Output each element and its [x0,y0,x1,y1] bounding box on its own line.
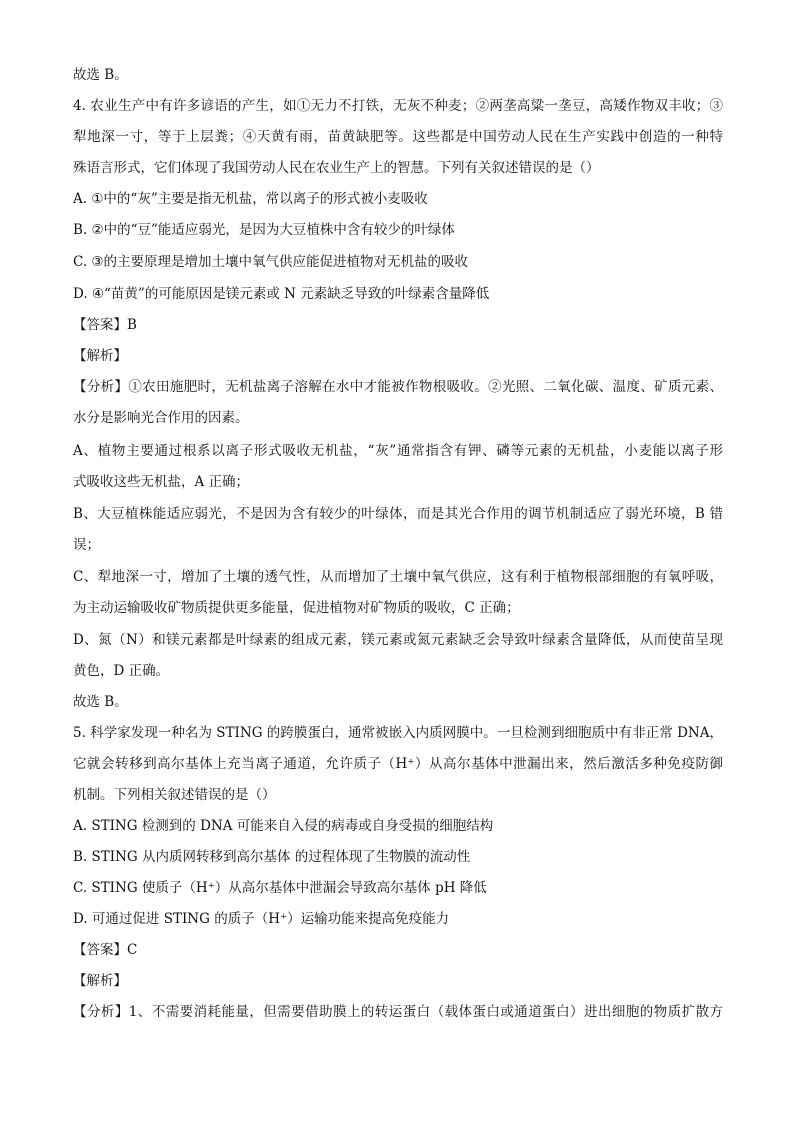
question-4-stem: 犁地深一寸，等于上层粪；④天黄有雨，苗黄缺肥等。这些都是中国劳动人民在生产实践中创造的一种特 [73,129,723,145]
analysis-text: 水分是影响光合作用的因素。 [73,410,249,426]
option-c: C. STING 使质子（H⁺）从高尔基体中泄漏会导致高尔基体 pH 降低 [73,880,487,896]
text-line: 故选 B。 [73,67,128,83]
option-d: D. 可通过促进 STING 的质子（H⁺）运输功能来提高免疫能力 [73,911,450,927]
analysis-text: 【分析】①农田施肥时，无机盐离子溶解在水中才能被作物根吸收。②光照、二氧化碳、温度、矿质元素、 [73,379,723,395]
analysis-text: C、犁地深一寸，增加了土壤的透气性，从而增加了土壤中氧气供应，这有利于植物根部细胞的有氧呼吸， [73,569,723,585]
option-b: B. ②中的“豆”能适应弱光，是因为大豆植株中含有较少的叶绿体 [73,222,455,238]
question-5-stem: 它就会转移到高尔基体上充当离子通道，允许质子（H⁺）从高尔基体中泄漏出来，然后激活多种免疫防御 [73,756,723,772]
analysis-text: A、植物主要通过根系以离子形式吸收无机盐，“灰”通常指含有钾、磷等元素的无机盐，小麦能以离子形 [73,443,723,459]
question-4-stem: 殊语言形式，它们体现了我国劳动人民在农业生产上的智慧。下列有关叙述错误的是（） [73,160,600,176]
analysis-text: B、大豆植株能适应弱光，不是因为含有较少的叶绿体，而是其光合作用的调节机制适应了弱光环境，B 错 [73,506,723,522]
text-line: 故选 B。 [73,694,128,710]
analysis-text: 【分析】1、不需要消耗能量，但需要借助膜上的转运蛋白（载体蛋白或通道蛋白）进出细胞的物质扩散方 [73,1004,723,1020]
answer-label: 【答案】B [73,317,137,333]
answer-label: 【答案】C [73,942,138,958]
analysis-text: 为主动运输吸收矿物质提供更多能量，促进植物对矿物质的吸收，C 正确； [73,600,520,616]
question-4-stem: 4. 农业生产中有许多谚语的产生，如①无力不打铁，无灰不种麦；②两垄高粱一垄豆，高矮作物双丰收；③ [73,98,723,114]
option-b: B. STING 从内质网转移到高尔基体 的过程体现了生物膜的流动性 [73,849,471,865]
option-c: C. ③的主要原理是增加土壤中氧气供应能促进植物对无机盐的吸收 [73,254,469,270]
analysis-heading: 【解析】 [73,348,127,364]
option-d: D. ④“苗黄”的可能原因是镁元素或 N 元素缺乏导致的叶绿素含量降低 [73,286,490,302]
question-5-stem: 机制。下列相关叙述错误的是（） [73,787,276,803]
analysis-text: 误； [73,537,100,553]
analysis-text: D、氮（N）和镁元素都是叶绿素的组成元素，镁元素或氮元素缺乏会导致叶绿素含量降低，从而使苗呈现 [73,632,723,648]
option-a: A. ①中的“灰”主要是指无机盐，常以离子的形式被小麦吸收 [73,191,428,207]
question-5-stem: 5. 科学家发现一种名为 STING 的跨膜蛋白，通常被嵌入内质网膜中。一旦检测到细胞质中有非正常 DNA， [73,725,723,741]
analysis-text: 黄色，D 正确。 [73,663,170,679]
option-a: A. STING 检测到的 DNA 可能来自入侵的病毒或自身受损的细胞结构 [73,818,494,834]
analysis-text: 式吸收这些无机盐，A 正确； [73,474,250,490]
analysis-heading: 【解析】 [73,973,127,989]
